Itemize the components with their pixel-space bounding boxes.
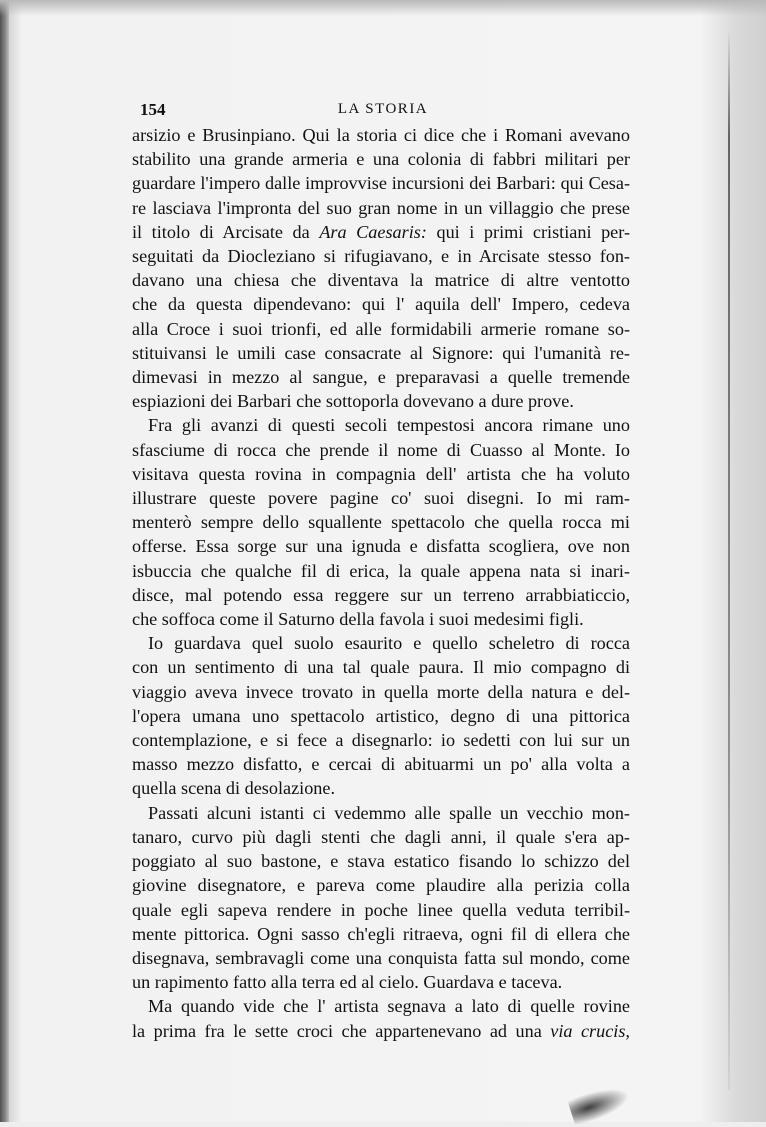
text-line bbox=[132, 607, 630, 631]
running-head: LA STORIA bbox=[337, 101, 429, 117]
text-run: tanaro, curvo più dagli stenti che dagli anni, il quale s'era ap- bbox=[132, 826, 630, 847]
text-line bbox=[132, 873, 630, 897]
text-run: che soffoca come il Saturno della favola i suoi medesimi figli. bbox=[132, 609, 584, 630]
text-run: illustrare queste povere pagine co' suoi disegni. Io mi ram- bbox=[132, 488, 630, 509]
text-run: qui i primi cristiani per- bbox=[426, 221, 630, 242]
text-line bbox=[132, 462, 630, 486]
text-run: masso mezzo disfatto, e cercai di abituarmi un po' alla volta a bbox=[132, 754, 630, 775]
text-run: seguitati da Diocleziano si rifugiavano, e in Arcisate stesso fon- bbox=[132, 246, 630, 267]
text-run: poggiato al suo bastone, e stava estatico fisando lo schizzo del bbox=[132, 851, 630, 872]
text-line bbox=[132, 680, 630, 704]
text-run: viaggio aveva invece trovato in quella morte della natura e del- bbox=[132, 681, 630, 702]
paragraph bbox=[132, 123, 630, 413]
text-line bbox=[132, 970, 630, 994]
text-run: davano una chiesa che diventava la matrice di altre ventotto bbox=[132, 270, 630, 291]
page-header bbox=[140, 100, 626, 124]
text-run: un rapimento fatto alla terra ed al cielo. Guardava e taceva. bbox=[132, 972, 563, 993]
text-line bbox=[132, 946, 630, 970]
text-run: contemplazione, e si fece a disegnarlo: io sedetti con lui sur un bbox=[132, 730, 630, 751]
text-line bbox=[132, 220, 630, 244]
text-line bbox=[132, 171, 630, 195]
text-line bbox=[132, 631, 630, 655]
text-line bbox=[132, 801, 630, 825]
text-line bbox=[132, 438, 630, 462]
text-run: giovine disegnatore, e pareva come plaudire alla perizia colla bbox=[132, 875, 630, 896]
text-line bbox=[132, 292, 630, 316]
page-number: 154 bbox=[140, 100, 166, 119]
text-line bbox=[132, 317, 630, 341]
paragraph bbox=[132, 994, 630, 1042]
text-run: menterò sempre dello squallente spettacolo che quella rocca mi bbox=[132, 512, 630, 533]
text-run: stabilito una grande armeria e una colonia di fabbri militari per bbox=[132, 149, 630, 170]
page-binding-edge bbox=[0, 0, 9, 1122]
text-line bbox=[132, 389, 630, 413]
text-line bbox=[132, 583, 630, 607]
text-run: l'opera umana uno spettacolo artistico, degno di una pittorica bbox=[132, 705, 630, 726]
text-line bbox=[132, 147, 630, 171]
page-top-shadow bbox=[0, 0, 766, 16]
text-run: quella scena di desolazione. bbox=[132, 778, 336, 799]
text-line bbox=[132, 268, 630, 292]
italic-text: Ara Caesaris: bbox=[319, 221, 427, 242]
text-run: visitava questa rovina in compagnia dell' artista che ha voluto bbox=[132, 463, 630, 484]
text-line bbox=[132, 534, 630, 558]
text-run: stituivansi le umili case consacrate al Signore: qui l'umanità re- bbox=[132, 342, 630, 363]
text-run: Io guardava quel suolo esaurito e quello scheletro di rocca bbox=[148, 633, 630, 654]
text-line bbox=[132, 849, 630, 873]
text-run: il titolo di Arcisate da bbox=[132, 221, 320, 242]
text-line bbox=[132, 413, 630, 437]
text-run: guardare l'impero dalle improvvise incursioni dei Barbari: qui Cesa- bbox=[132, 173, 630, 194]
text-line bbox=[132, 655, 630, 679]
text-line bbox=[132, 752, 630, 776]
text-line bbox=[132, 922, 630, 946]
text-run: con un sentimento di una tal quale paura. Il mio compagno di bbox=[132, 657, 630, 678]
body-text bbox=[132, 123, 630, 1043]
italic-text: via crucis, bbox=[550, 1020, 630, 1041]
text-line bbox=[132, 825, 630, 849]
page-fold-crease bbox=[728, 30, 730, 1090]
text-line bbox=[132, 728, 630, 752]
text-run: offerse. Essa sorge sur una ignuda e disfatta scogliera, ove non bbox=[132, 536, 630, 557]
text-line bbox=[132, 704, 630, 728]
text-run: mente pittorica. Ogni sasso ch'egli ritraeva, ogni fil di ellera che bbox=[132, 923, 630, 944]
text-run: re lasciava l'impronta del suo gran nome in un villaggio che prese bbox=[132, 197, 630, 218]
text-run: espiazioni dei Barbari che sottoporla dovevano a dure prove. bbox=[132, 391, 574, 412]
text-line bbox=[132, 123, 630, 147]
text-run: disce, mal potendo essa reggere sur un terreno arrabbiaticcio, bbox=[132, 584, 630, 605]
text-line bbox=[132, 196, 630, 220]
text-run: isbuccia che qualche fil di erica, la quale appena nata si inari- bbox=[132, 560, 630, 581]
text-line bbox=[132, 365, 630, 389]
text-run: arsizio e Brusinpiano. Qui la storia ci dice che i Romani avevano bbox=[132, 125, 630, 145]
text-line bbox=[132, 486, 630, 510]
text-run: la prima fra le sette croci che appartenevano ad una bbox=[132, 1020, 551, 1041]
ink-stain-mark bbox=[567, 1081, 633, 1126]
text-run: Fra gli avanzi di questi secoli tempestosi ancora rimane uno bbox=[148, 415, 630, 436]
text-run: dimevasi in mezzo al sangue, e preparavasi a quelle tremende bbox=[132, 367, 630, 388]
text-run: Ma quando vide che l' artista segnava a lato di quelle rovine bbox=[148, 996, 630, 1017]
text-line bbox=[132, 776, 630, 800]
text-line bbox=[132, 994, 630, 1018]
text-line bbox=[132, 244, 630, 268]
text-line bbox=[132, 341, 630, 365]
text-run: sfasciume di rocca che prende il nome di Cuasso al Monte. Io bbox=[132, 439, 630, 460]
paragraph bbox=[132, 413, 630, 631]
text-run: quale egli sapeva rendere in poche linee quella veduta terribil- bbox=[132, 899, 630, 920]
paragraph bbox=[132, 631, 630, 800]
text-run: disegnava, sembravagli come una conquista fatta sul mondo, come bbox=[132, 947, 630, 968]
text-line bbox=[132, 559, 630, 583]
text-run: alla Croce i suoi trionfi, ed alle formidabili armerie romane so- bbox=[132, 318, 630, 339]
text-run: che da questa dipendevano: qui l' aquila dell' Impero, cedeva bbox=[132, 294, 630, 315]
text-line bbox=[132, 510, 630, 534]
text-run: Passati alcuni istanti ci vedemmo alle spalle un vecchio mon- bbox=[148, 802, 630, 823]
text-line bbox=[132, 1019, 630, 1043]
text-line bbox=[132, 898, 630, 922]
paragraph bbox=[132, 801, 630, 995]
